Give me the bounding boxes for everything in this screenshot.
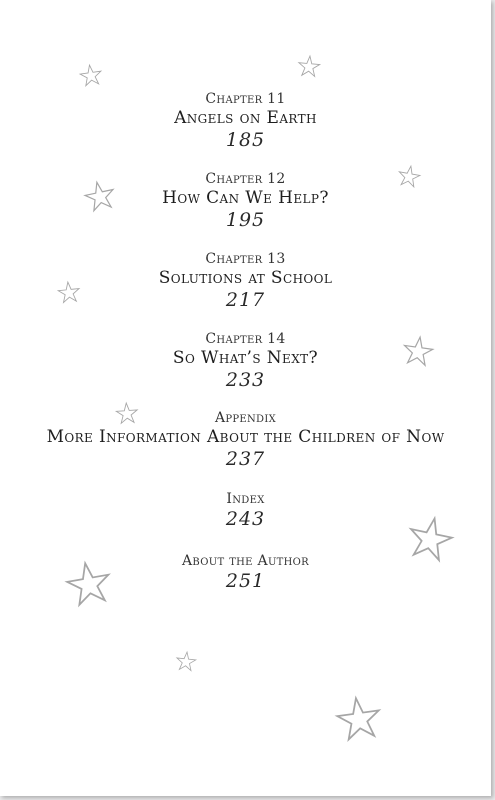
appendix-title: More Information About the Children of Now xyxy=(46,427,445,447)
toc-entry-index xyxy=(0,491,491,530)
page-number: 251 xyxy=(225,570,266,592)
page-number: 217 xyxy=(225,289,266,311)
toc-entry-chapter-14 xyxy=(0,331,491,391)
page-number: 243 xyxy=(225,508,266,530)
page-number: 185 xyxy=(225,129,266,151)
toc-entry-about-the-author xyxy=(0,553,491,592)
chapter-label: Chapter 14 xyxy=(205,331,286,347)
page-number: 195 xyxy=(225,209,266,231)
index-label: Index xyxy=(226,491,265,507)
chapter-title: Solutions at School xyxy=(158,268,333,288)
appendix-label: Appendix xyxy=(214,410,277,426)
chapter-title: Angels on Earth xyxy=(174,108,317,128)
toc-entry-chapter-11 xyxy=(0,91,491,151)
page-number: 237 xyxy=(225,448,266,470)
chapter-title: So What’s Next? xyxy=(172,348,319,368)
toc-entry-chapter-13 xyxy=(0,251,491,311)
about-author-label: About the Author xyxy=(182,553,309,569)
toc-entry-chapter-12 xyxy=(0,171,491,231)
page-number: 233 xyxy=(225,369,266,391)
toc-entry-appendix xyxy=(0,410,491,470)
chapter-label: Chapter 13 xyxy=(205,251,286,267)
chapter-label: Chapter 11 xyxy=(205,91,286,107)
chapter-label: Chapter 12 xyxy=(205,171,286,187)
chapter-title: How Can We Help? xyxy=(162,188,329,208)
